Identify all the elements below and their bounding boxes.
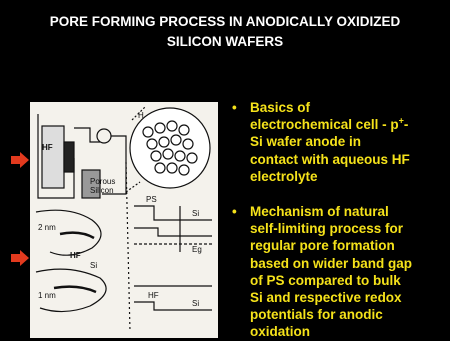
label-si-top: Si: [192, 209, 200, 218]
bullet-line: electrolyte: [250, 168, 318, 184]
bullet-line: regular pore formation: [250, 238, 395, 254]
label-si-mid: Si: [90, 261, 98, 270]
label-hf: HF: [42, 143, 53, 152]
bullet-line: electrochemical cell - p+-: [250, 115, 409, 133]
label-porous-1: Porous: [90, 177, 116, 186]
label-si-bottom: Si: [192, 299, 200, 308]
bullet-line: Si and respective redox: [250, 290, 402, 306]
label-1nm: 1 nm: [38, 291, 56, 300]
label-2nm: 2 nm: [38, 223, 56, 232]
slide-title: [0, 12, 450, 52]
figure-drawing: [30, 102, 218, 338]
label-hf-mid: HF: [70, 251, 81, 260]
label-h: H: [138, 111, 144, 120]
red-arrow-icon: [11, 152, 29, 168]
electrochemical-cell-figure: [30, 102, 218, 338]
bullet-line: contact with aqueous HF: [250, 151, 410, 167]
bullet-electrochemical-cell: [232, 99, 446, 185]
bullet-line: Basics of: [250, 100, 311, 115]
bullet-list: [232, 99, 446, 341]
title-line-2: SILICON WAFERS: [166, 34, 284, 49]
bullet-line: oxidation: [250, 324, 310, 340]
bullet-line: Mechanism of natural: [250, 204, 389, 220]
bullet-mechanism: [232, 203, 446, 341]
label-porous-2: Silicon: [90, 186, 114, 195]
label-ps: PS: [146, 195, 157, 204]
bullet-line: of PS compared to bulk: [250, 272, 401, 288]
bullet-marker: •: [232, 100, 237, 115]
bullet-line: based on wider band gap: [250, 255, 413, 271]
label-hf-bottom: HF: [148, 291, 159, 300]
label-eg: Eg: [192, 245, 202, 254]
red-arrow-icon: [11, 250, 29, 266]
bullet-line: potentials for anodic: [250, 307, 383, 323]
bullet-line: self-limiting process for: [250, 221, 404, 237]
title-line-1: PORE FORMING PROCESS IN ANODICALLY OXIDIZED: [49, 14, 401, 29]
bullet-marker: •: [232, 204, 237, 220]
bullet-line: Si wafer anode in: [250, 134, 362, 150]
